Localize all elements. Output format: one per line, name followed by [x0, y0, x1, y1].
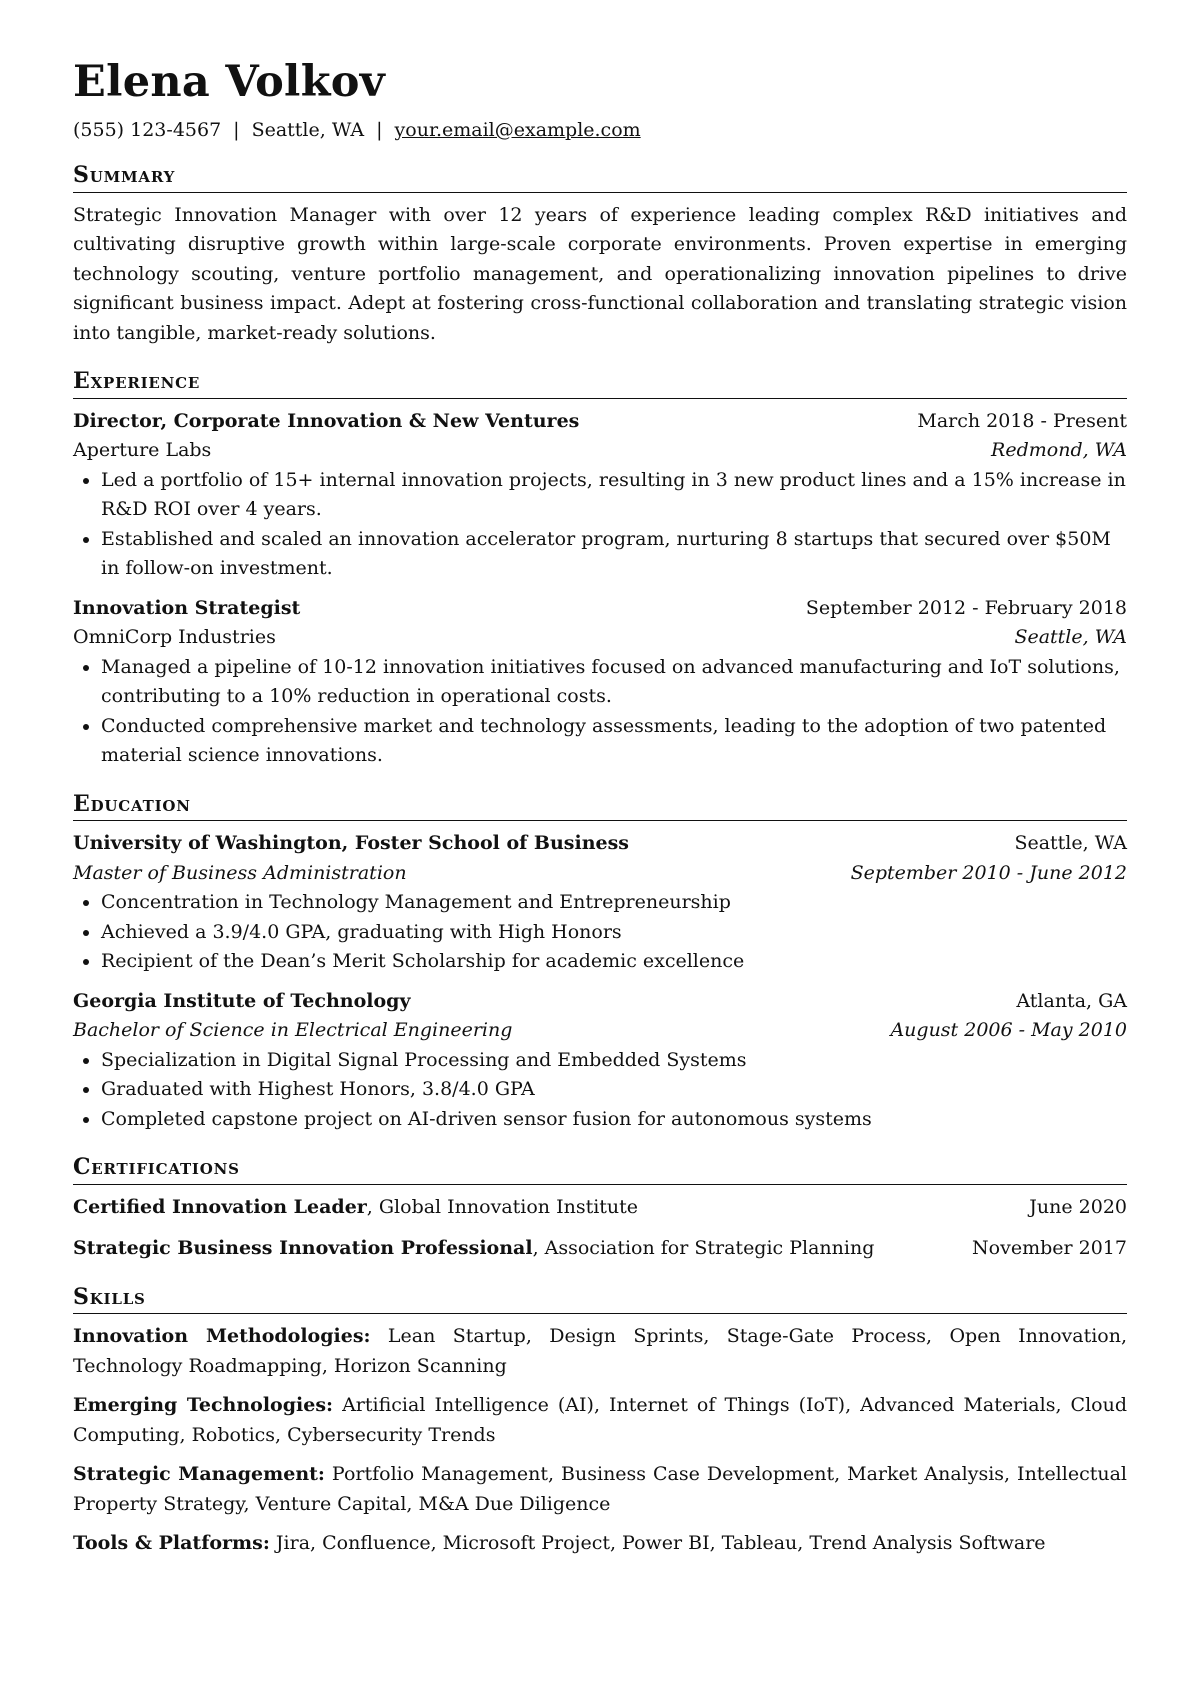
experience-section — [73, 368, 1127, 771]
skill-group — [73, 1460, 1127, 1519]
education-bullets — [73, 1046, 1127, 1135]
bullet-item: • Led a portfolio of 15+ internal innovation projects, resulting in 3 new product lines and a 15% increase in R&D ROI over 4 years. — [101, 466, 1127, 525]
candidate-name: Elena Volkov — [73, 57, 386, 107]
certification-entry — [73, 1193, 1127, 1223]
job-location: Seattle, WA — [1014, 626, 1127, 649]
section-title-experience: Experience — [73, 368, 1127, 399]
bullet-item: • Managed a pipeline of 10-12 innovation initiatives focused on advanced manufacturing and IoT solutions, contributing to a 10% reduction in operational costs. — [101, 653, 1127, 712]
certification-date: June 2020 — [1029, 1195, 1127, 1218]
job-dates: March 2018 - Present — [917, 409, 1127, 432]
job-location: Redmond, WA — [991, 439, 1127, 462]
company-name: OmniCorp Industries — [73, 626, 276, 649]
education-bullets — [73, 888, 1127, 977]
section-title-education: Education — [73, 791, 1127, 822]
location: Seattle, WA — [251, 118, 365, 141]
education-dates: September 2010 - June 2012 — [850, 861, 1127, 884]
job-title: Director, Corporate Innovation & New Ventures — [73, 409, 580, 432]
certification-entry — [73, 1234, 1127, 1264]
school-location: Atlanta, GA — [1016, 989, 1127, 1012]
education-dates: August 2006 - May 2010 — [890, 1019, 1127, 1042]
skill-values: Artificial Intelligence (AI), Internet of Things (IoT), Advanced Materials, Cloud Computing, Robotics, Cybersecurity Trends — [73, 1394, 1127, 1446]
skill-values: Lean Startup, Design Sprints, Stage-Gate Process, Open Innovation, Technology Roadmapping, Horizon Scanning — [73, 1325, 1127, 1377]
company-name: Aperture Labs — [73, 439, 212, 462]
education-entry — [73, 829, 1127, 977]
summary-section — [73, 162, 1127, 348]
skills-section — [73, 1284, 1127, 1559]
bullet-item: • Specialization in Digital Signal Processing and Embedded Systems — [101, 1046, 1127, 1076]
job-bullets — [73, 653, 1127, 771]
skill-label: Strategic Management: — [73, 1463, 325, 1486]
school-name: Georgia Institute of Technology — [73, 989, 411, 1012]
email-link[interactable]: your.email@example.com — [394, 118, 641, 141]
bullet-item: • Completed capstone project on AI-driven sensor fusion for autonomous systems — [101, 1105, 1127, 1135]
bullet-item: • Established and scaled an innovation accelerator program, nurturing 8 startups that secured over $50M in follow-on investment. — [101, 525, 1127, 584]
resume-content — [73, 56, 1127, 1569]
bullet-item: • Recipient of the Dean’s Merit Scholarship for academic excellence — [101, 947, 1127, 977]
contact-line — [73, 118, 1127, 143]
certification-issuer: , Global Innovation Institute — [366, 1195, 639, 1218]
skill-group — [73, 1529, 1127, 1559]
certification-issuer: , Association for Strategic Planning — [532, 1237, 875, 1260]
job-title: Innovation Strategist — [73, 596, 301, 619]
separator: | — [376, 118, 383, 141]
certification-name: Certified Innovation Leader — [73, 1195, 367, 1218]
skill-group — [73, 1322, 1127, 1381]
certification-name: Strategic Business Innovation Professional — [73, 1237, 533, 1260]
education-section — [73, 791, 1127, 1135]
certification-date: November 2017 — [972, 1237, 1127, 1260]
skill-values: Jira, Confluence, Microsoft Project, Power BI, Tableau, Trend Analysis Software — [269, 1532, 1046, 1555]
degree-name: Master of Business Administration — [73, 861, 407, 884]
skill-group — [73, 1391, 1127, 1450]
skill-label: Innovation Methodologies: — [73, 1325, 371, 1348]
skill-label: Tools & Platforms: — [73, 1532, 270, 1555]
section-title-certifications: Certifications — [73, 1154, 1127, 1185]
job-dates: September 2012 - February 2018 — [805, 596, 1127, 619]
bullet-item: • Conducted comprehensive market and technology assessments, leading to the adoption of two patented material science innovations. — [101, 712, 1127, 771]
school-name: University of Washington, Foster School of Business — [73, 832, 630, 855]
job-entry — [73, 407, 1127, 584]
phone-number: (555) 123-4567 — [73, 118, 222, 141]
degree-name: Bachelor of Science in Electrical Engineering — [73, 1019, 513, 1042]
bullet-item: • Achieved a 3.9/4.0 GPA, graduating with High Honors — [101, 918, 1127, 948]
section-title-summary: Summary — [73, 162, 1127, 193]
summary-text: Strategic Innovation Manager with over 12 years of experience leading complex R&D initiatives and cultivating disruptive growth within large-scale corporate environments. Proven expertise in emerging technology scouting, venture portfolio management, and operationalizing innovation pipelines to drive significant business impact. Adept at fostering cross-functional collaboration and translating strategic vision into tangible, market-ready solutions. — [73, 203, 1127, 344]
separator: | — [233, 118, 240, 141]
skill-values: Portfolio Management, Business Case Development, Market Analysis, Intellectual Property Strategy, Venture Capital, M&A Due Diligence — [73, 1463, 1127, 1515]
bullet-item: • Concentration in Technology Management and Entrepreneurship — [101, 888, 1127, 918]
job-entry — [73, 594, 1127, 771]
certifications-section — [73, 1154, 1127, 1264]
job-bullets — [73, 466, 1127, 584]
skill-label: Emerging Technologies: — [73, 1394, 334, 1417]
bullet-item: • Graduated with Highest Honors, 3.8/4.0 GPA — [101, 1075, 1127, 1105]
education-entry — [73, 987, 1127, 1135]
school-location: Seattle, WA — [1014, 832, 1127, 855]
section-title-skills: Skills — [73, 1284, 1127, 1315]
